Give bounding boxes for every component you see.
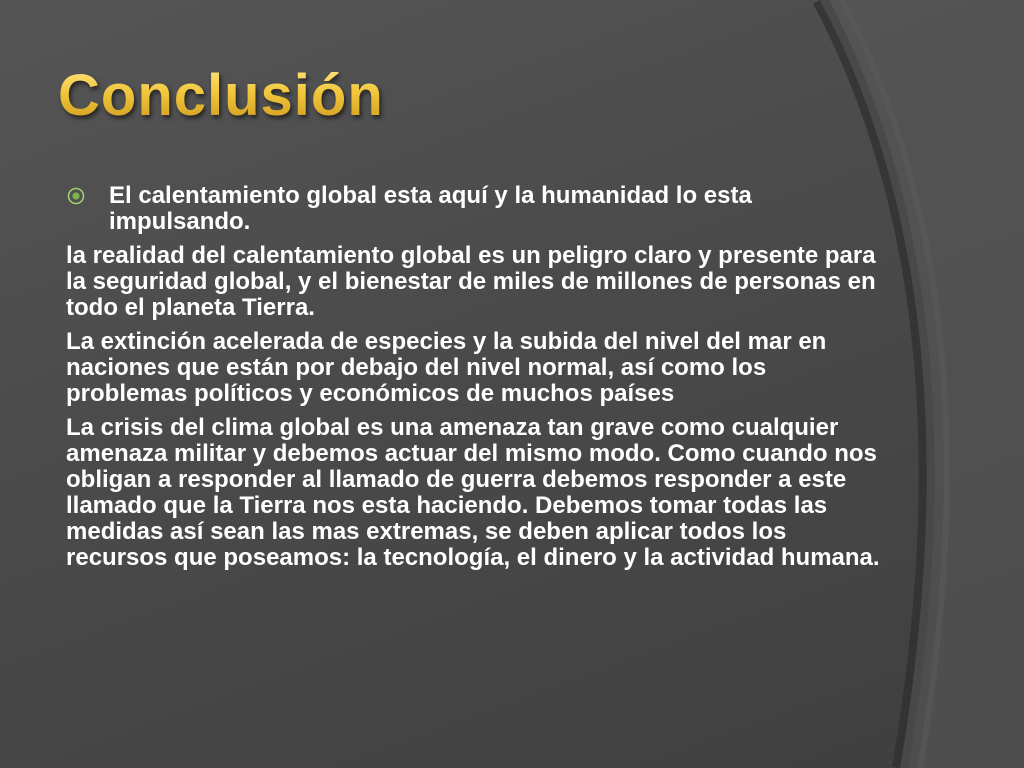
- slide-title: Conclusión: [58, 63, 384, 128]
- bullet-item: [66, 183, 886, 235]
- target-bullet-icon: [67, 187, 85, 205]
- bullet-text: El calentamiento global esta aquí y la humanidad lo esta impulsando.: [109, 182, 752, 235]
- paragraph: La crisis del clima global es una amenaza tan grave como cualquier amenaza militar y debemos actuar del mismo modo. Como cuando nos obligan a responder al llamado de guerra debemos responder a este llamado que la Tierra nos esta haciendo. Debemos tomar todas las medidas así sean las mas extremas, se deben aplicar todos los recursos que poseamos: la tecnología, el dinero y la actividad humana.: [66, 414, 880, 571]
- paragraph: la realidad del calentamiento global es un peligro claro y presente para la seguridad global, y el bienestar de miles de millones de personas en todo el planeta Tierra.: [66, 242, 876, 321]
- paragraph: La extinción acelerada de especies y la subida del nivel del mar en naciones que están por debajo del nivel normal, así como los problemas políticos y económicos de muchos países: [66, 328, 827, 407]
- slide-body: [66, 183, 886, 579]
